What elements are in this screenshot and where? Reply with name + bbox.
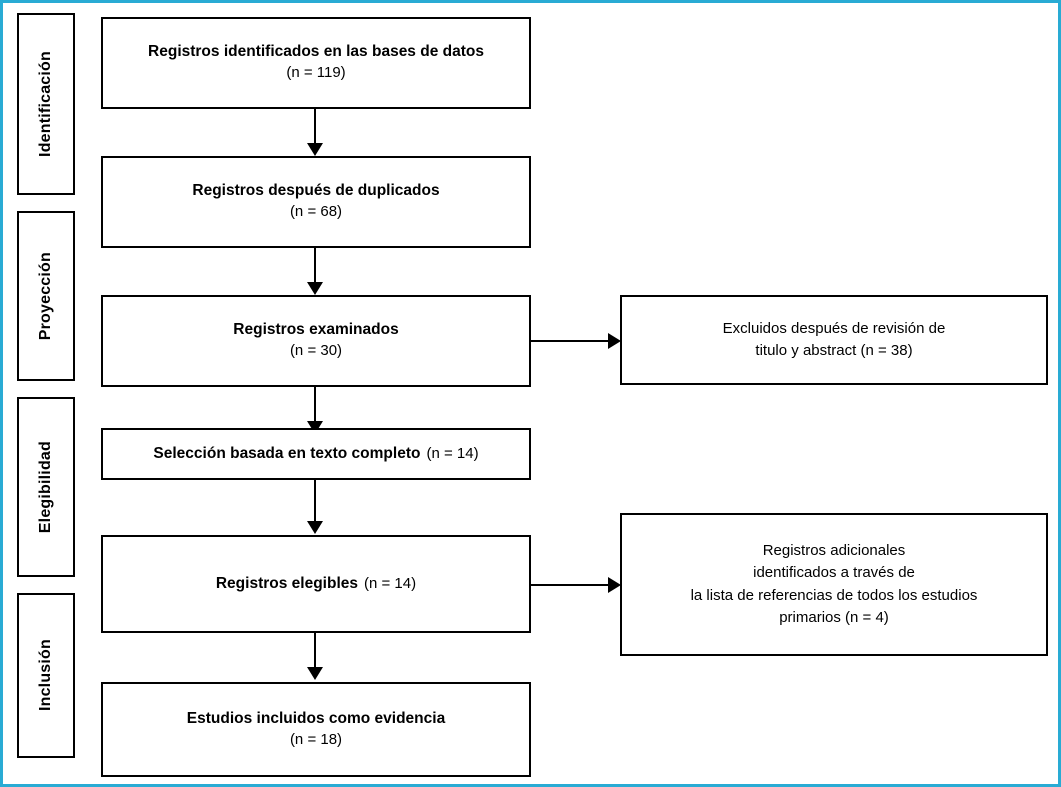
node-additional-records-line2: identificados a través de bbox=[753, 564, 915, 581]
arrow-fulltext-to-eligible bbox=[314, 480, 316, 524]
node-eligible-records bbox=[101, 535, 531, 633]
node-eligible-records-line2: (n = 14) bbox=[364, 574, 417, 592]
stage-label-identificacion-text: Identificación bbox=[37, 51, 54, 157]
arrow-eligible-to-additional bbox=[531, 584, 611, 586]
node-records-identified-line1: Registros identificados en las bases de datos bbox=[148, 43, 484, 61]
node-records-screened-line2: (n = 30) bbox=[289, 342, 343, 360]
node-records-after-duplicates bbox=[101, 156, 531, 248]
node-records-excluded-line2: titulo y abstract (n = 38) bbox=[755, 342, 913, 359]
arrow-eligible-to-included bbox=[314, 633, 316, 670]
stage-label-proyeccion-text: Proyección bbox=[37, 251, 54, 341]
diagram-canvas bbox=[3, 3, 1058, 784]
arrow-head-duplicates-to-screened bbox=[307, 282, 323, 295]
node-additional-records-line3: la lista de referencias de todos los estudios bbox=[690, 586, 978, 604]
node-included-studies bbox=[101, 682, 531, 777]
node-records-screened-line1: Registros examinados bbox=[233, 321, 399, 339]
node-full-text-selection-line1: Selección basada en texto completo bbox=[153, 444, 421, 462]
stage-label-elegibilidad-text: Elegibilidad bbox=[37, 440, 54, 534]
node-records-identified-line2: (n = 119) bbox=[286, 64, 346, 82]
node-included-studies-line2: (n = 18) bbox=[289, 730, 343, 748]
stage-label-identificacion bbox=[17, 13, 75, 195]
node-records-screened bbox=[101, 295, 531, 387]
arrow-screened-to-excluded bbox=[531, 340, 611, 342]
node-full-text-selection bbox=[101, 428, 531, 480]
arrow-identified-to-duplicates bbox=[314, 109, 316, 146]
node-additional-records-line4: primarios (n = 4) bbox=[779, 609, 889, 626]
stage-label-inclusion bbox=[17, 593, 75, 758]
node-records-identified bbox=[101, 17, 531, 109]
node-eligible-records-line1: Registros elegibles bbox=[215, 574, 358, 592]
stage-label-proyeccion bbox=[17, 211, 75, 381]
node-included-studies-line1: Estudios incluidos como evidencia bbox=[186, 709, 446, 727]
arrow-head-fulltext-to-eligible bbox=[307, 521, 323, 534]
stage-label-inclusion-text: Inclusión bbox=[37, 639, 54, 712]
arrow-head-identified-to-duplicates bbox=[307, 143, 323, 156]
node-records-excluded-line1: Excluidos después de revisión de bbox=[722, 319, 946, 337]
arrow-head-eligible-to-included bbox=[307, 667, 323, 680]
node-records-after-duplicates-line2: (n = 68) bbox=[289, 203, 343, 221]
node-records-after-duplicates-line1: Registros después de duplicados bbox=[192, 182, 440, 200]
stage-label-elegibilidad bbox=[17, 397, 75, 577]
node-additional-records bbox=[620, 513, 1048, 656]
node-records-excluded bbox=[620, 295, 1048, 385]
arrow-screened-to-fulltext bbox=[314, 387, 316, 424]
arrow-duplicates-to-screened bbox=[314, 248, 316, 285]
node-additional-records-line1: Registros adicionales bbox=[762, 541, 906, 559]
node-full-text-selection-line2: (n = 14) bbox=[426, 444, 479, 462]
